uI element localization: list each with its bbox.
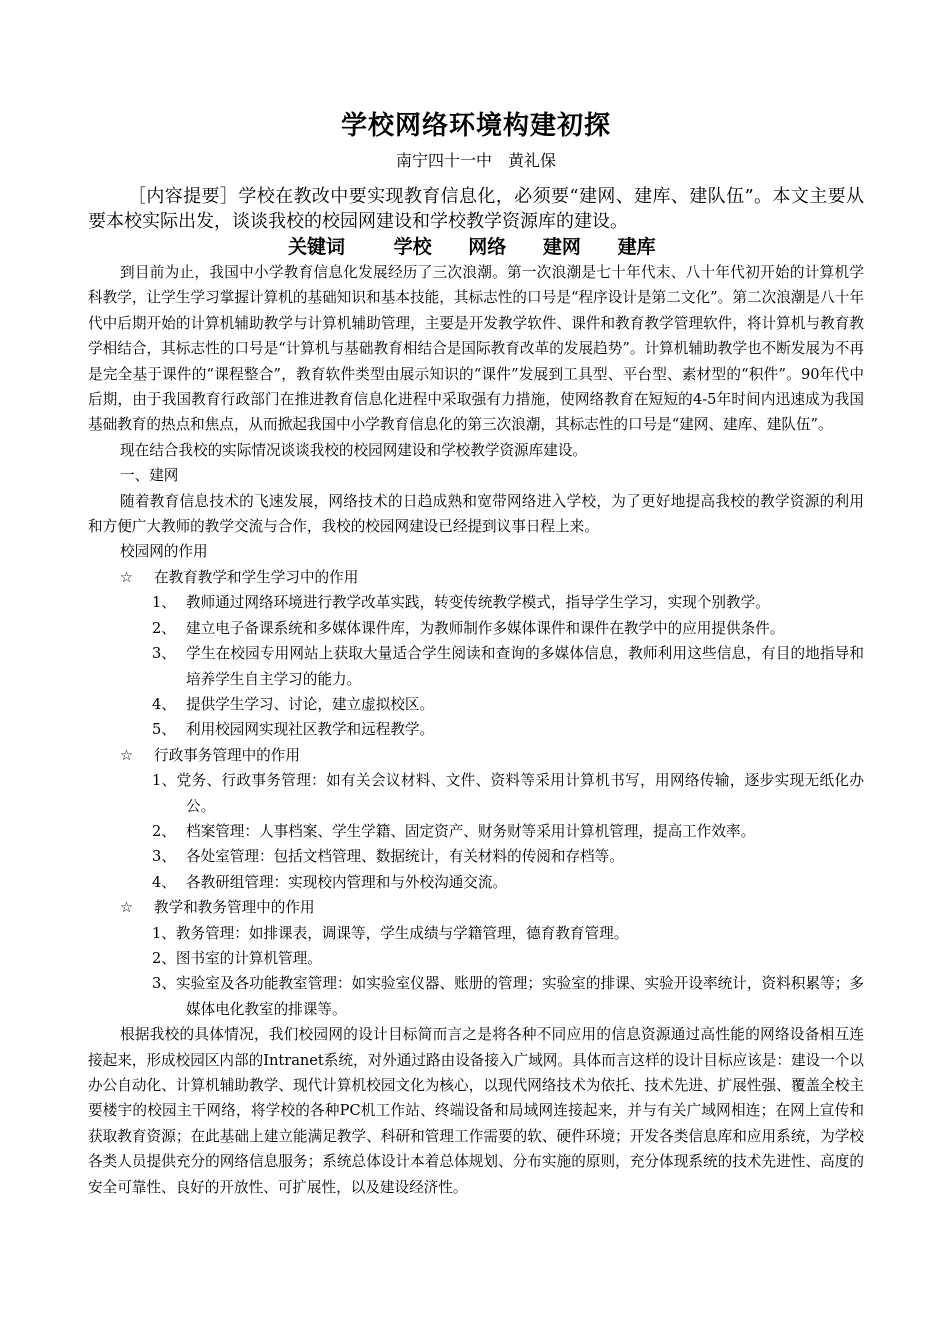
list-item [88, 768, 864, 819]
star-icon: ☆ [120, 899, 134, 917]
document-body [88, 260, 864, 1200]
list-item-text: 教师通过网络环境进行教学改革实践，转变传统教学模式，指导学生学习，实现个别教学。 [186, 594, 770, 612]
list-item [88, 946, 864, 971]
list-item-text: 档案管理：人事档案、学生学籍、固定资产、财务财等采用计算机管理，提高工作效率。 [186, 822, 756, 840]
list-item [88, 641, 864, 692]
list-item-number: 1、 [152, 924, 176, 942]
list-item [88, 870, 864, 895]
list-item-number: 1、 [152, 772, 177, 790]
section-paragraph: 随着教育信息技术的飞速发展，网络技术的日趋成熟和宽带网络进入学校，为了更好地提高我校的教学资源的利用和方便广大教师的教学交流与合作，我校的校园网建设已经提到议事日程上来。 [88, 492, 864, 536]
list-item-text: 教务管理：如排课表，调课等，学生成绩与学籍管理，德育教育管理。 [175, 924, 629, 942]
list-item-number: 4、 [152, 695, 176, 713]
keywords-label: 关键词 [288, 236, 346, 258]
list-item-number: 2、 [152, 949, 176, 967]
document-title: 学校网络环境构建初探 [340, 111, 611, 141]
list-item-number: 5、 [152, 721, 176, 739]
list-item [88, 692, 864, 717]
list-item-text: 实验室及各功能教室管理：如实验室仪器、账册的管理；实验室的排课、实验开设率统计，资料积累等；多媒体电化教室的排课等。 [175, 975, 864, 1018]
role-heading: 校园网的作用 [120, 543, 208, 561]
list-item-text: 党务、行政事务管理：如有关会议材料、文件、资料等采用计算机书写，用网络传输，逐步实现无纸化办公。 [176, 772, 864, 815]
list-item-text: 学生在校园专用网站上获取大量适合学生阅读和查询的多媒体信息，教师利用这些信息，有目的地指导和培养学生自主学习的能力。 [186, 645, 864, 688]
list-item [88, 971, 864, 1022]
list-item-text: 利用校园网实现社区教学和远程教学。 [186, 721, 435, 739]
list-item-number: 4、 [152, 873, 176, 891]
list-item [88, 590, 864, 615]
star-icon: ☆ [120, 568, 134, 586]
list-item-text: 提供学生学习、讨论，建立虚拟校区。 [186, 695, 435, 713]
list-item-number: 2、 [152, 619, 176, 637]
group-heading-text: 在教育教学和学生学习中的作用 [154, 568, 359, 586]
list-item-number: 3、 [152, 645, 176, 663]
group-heading [88, 565, 864, 590]
section-heading: 一、建网 [120, 467, 179, 485]
list-item-number: 3、 [152, 975, 176, 993]
document-page [88, 106, 864, 1200]
list-item-text: 各教研组管理：实现校内管理和与外校沟通交流。 [186, 873, 508, 891]
keyword-item: 建库 [617, 236, 656, 258]
group-heading-text: 行政事务管理中的作用 [154, 746, 300, 764]
closing-paragraph: 根据我校的具体情况，我们校园网的设计目标简而言之是将各种不同应用的信息资源通过高性能的网络设备相互连接起来，形成校园区内部的Intranet系统，对外通过路由设备接入广域网。具体而言这样的设计目标应该是：建设一个以办公自动化、计算机辅助教学、现代计算机校园文化为核心，以现代网络技术为依托、技术先进、扩展性强、覆盖全校主要楼宇的校园主干网络，将学校的各种PC机工作站、终端设备和局域网连接起来，并与有关广域网相连；在网上宣传和获取教育资源；在此基础上建立能满足教学、科研和管理工作需要的软、硬件环境；开发各类信息库和应用系统，为学校各类人员提供充分的网络信息服务；系统总体设计本着总体规划、分布实施的原则，充分体现系统的技术先进性、高度的安全可靠性、良好的开放性、可扩展性，以及建设经济性。 [88, 1026, 864, 1196]
intro-paragraph: 现在结合我校的实际情况谈谈我校的校园网建设和学校教学资源库建设。 [120, 441, 588, 459]
abstract-paragraph: ［内容提要］学校在教改中要实现教育信息化，必须要“建网、建库、建队伍”。本文主要从要本校实际出发，谈谈我校的校园网建设和学校教学资源库的建设。 [88, 186, 864, 232]
group-heading [88, 895, 864, 920]
intro-paragraph: 到目前为止，我国中小学教育信息化发展经历了三次浪潮。第一次浪潮是七十年代末、八十年代初开始的计算机学科教学，让学生学习掌握计算机的基础知识和基本技能，其标志性的口号是“程序设计是第二文化”。第二次浪潮是八十年代中后期开始的计算机辅助教学与计算机辅助管理，主要是开发教学软件、课件和教育教学管理软件，将计算机与教育教学相结合，其标志性的口号是“计算机与基础教育相结合是国际教育改革的发展趋势”。计算机辅助教学也不断发展为不再是完全基于课件的“课程整合”，教育软件类型由展示知识的“课件”发展到工具型、平台型、素材型的“积件”。90年代中后期，由于我国教育行政部门在推进教育信息化进程中采取强有力措施，使网络教育在短短的4-5年时间内迅速成为我国基础教育的热点和焦点，从而掀起我国中小学教育信息化的第三次浪潮，其标志性的口号是“建网、建库、建队伍”。 [88, 264, 864, 434]
author-line: 南宁四十一中 黄礼保 [395, 151, 556, 170]
list-item [88, 819, 864, 844]
list-item [88, 717, 864, 742]
list-item-number: 2、 [152, 822, 176, 840]
keyword-item: 网络 [468, 236, 507, 258]
group-heading-text: 教学和教务管理中的作用 [154, 899, 315, 917]
list-item [88, 616, 864, 641]
list-item-text: 建立电子备课系统和多媒体课件库，为教师制作多媒体课件和课件在教学中的应用提供条件。 [186, 619, 785, 637]
list-item-number: 3、 [152, 848, 176, 866]
list-item-text: 各处室管理：包括文档管理、数据统计，有关材料的传阅和存档等。 [186, 848, 624, 866]
list-item-number: 1、 [152, 594, 176, 612]
list-item [88, 844, 864, 869]
star-icon: ☆ [120, 746, 134, 764]
keyword-item: 学校 [393, 236, 432, 258]
list-item-text: 图书室的计算机管理。 [175, 949, 322, 967]
keyword-item: 建网 [542, 236, 581, 258]
keywords-line [288, 234, 864, 260]
group-heading [88, 743, 864, 768]
list-item [88, 921, 864, 946]
